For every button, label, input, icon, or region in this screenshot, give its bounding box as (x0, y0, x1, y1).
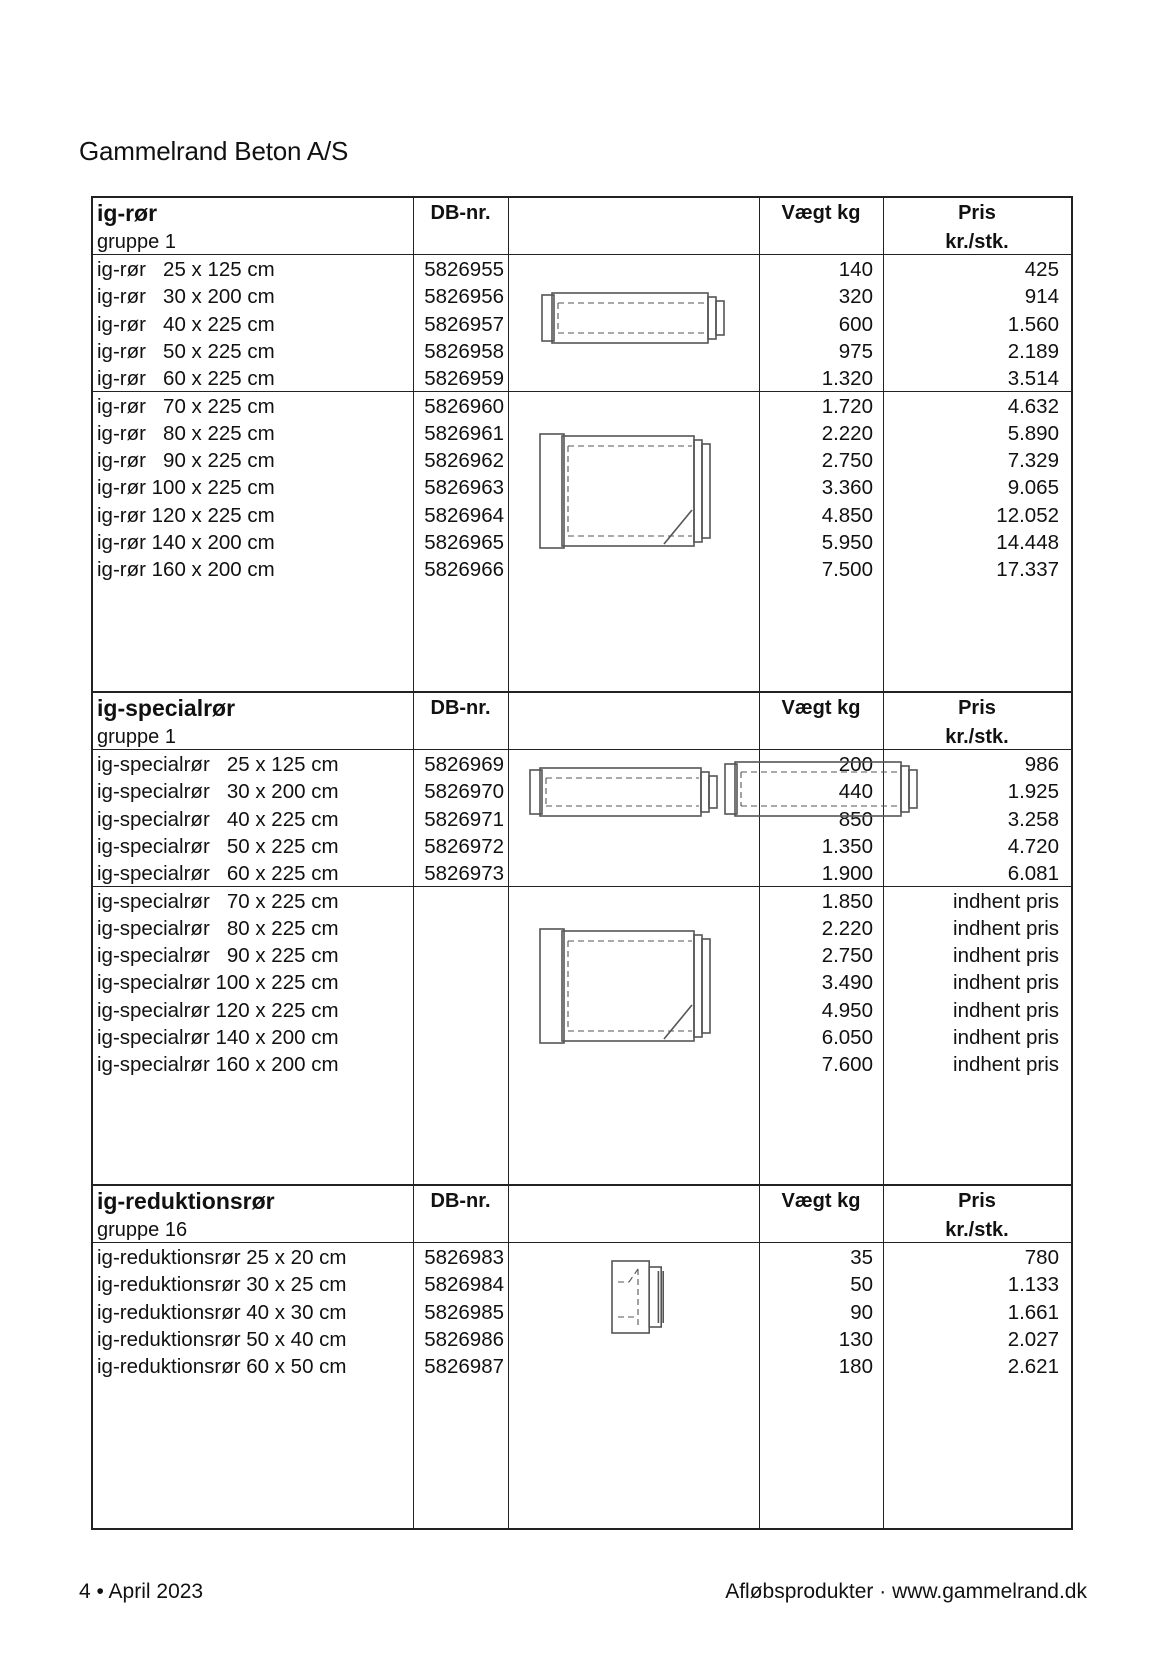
weight-value: 1.850 (821, 889, 873, 913)
db-number: 5826969 (424, 753, 504, 776)
price-value: indhent pris (953, 1053, 1059, 1077)
weight-value: 130 (838, 1327, 873, 1351)
price-value: 914 (1024, 285, 1059, 309)
price-value: indhent pris (953, 1026, 1059, 1049)
table-row (93, 555, 1071, 584)
table-row (93, 1298, 1071, 1327)
weight-value: 90 (850, 1300, 873, 1324)
column-header-price: Pris (958, 1190, 996, 1212)
product-name: ig-rør 25 x 125 cm (97, 258, 275, 281)
section-0 (93, 198, 1071, 691)
price-value: 3.258 (1007, 807, 1059, 831)
weight-value: 975 (838, 339, 873, 363)
db-number: 5826965 (424, 531, 504, 554)
section-group: gruppe 1 (97, 231, 176, 253)
section-1 (93, 691, 1071, 1184)
table-row (93, 887, 1071, 916)
price-value: 6.081 (1007, 862, 1059, 886)
product-name: ig-specialrør 50 x 225 cm (97, 834, 339, 858)
table-row (93, 255, 1071, 284)
weight-value: 1.320 (821, 367, 873, 391)
product-name: ig-rør 60 x 225 cm (97, 367, 275, 391)
column-header-db: DB-nr. (430, 697, 491, 719)
db-number: 5826973 (424, 862, 504, 886)
column-header-weight: Vægt kg (781, 1190, 861, 1212)
column-header-weight: Vægt kg (781, 697, 861, 719)
table-row (93, 832, 1071, 861)
weight-value: 5.950 (821, 531, 873, 554)
table-row (93, 1325, 1071, 1354)
product-name: ig-specialrør 40 x 225 cm (97, 807, 339, 831)
weight-value: 2.750 (821, 449, 873, 473)
db-number: 5826959 (424, 367, 504, 391)
db-number: 5826956 (424, 285, 504, 309)
section-title: ig-specialrør (97, 695, 236, 721)
price-value: 4.720 (1007, 834, 1059, 858)
column-header-price-unit: kr./stk. (945, 1219, 1009, 1241)
db-number: 5826962 (424, 449, 504, 473)
price-table (91, 196, 1073, 1530)
weight-value: 1.900 (821, 862, 873, 886)
price-value: indhent pris (953, 889, 1059, 913)
column-header-db: DB-nr. (430, 1190, 491, 1212)
product-name: ig-specialrør 80 x 225 cm (97, 916, 339, 940)
weight-value: 6.050 (821, 1026, 873, 1049)
weight-value: 7.600 (821, 1053, 873, 1077)
product-name: ig-reduktionsrør 30 x 25 cm (97, 1273, 347, 1297)
db-number: 5826955 (424, 258, 504, 281)
price-value: 1.560 (1007, 312, 1059, 336)
db-number: 5826972 (424, 834, 504, 858)
db-number: 5826966 (424, 558, 504, 582)
weight-value: 50 (850, 1273, 873, 1297)
weight-value: 4.850 (821, 503, 873, 527)
price-value: 425 (1024, 258, 1059, 281)
section-title: ig-rør (97, 200, 158, 226)
db-number: 5826971 (424, 807, 504, 831)
table-row (93, 1270, 1071, 1299)
price-value: 9.065 (1007, 476, 1059, 500)
column-header-price: Pris (958, 202, 996, 224)
section-group: gruppe 16 (97, 1219, 188, 1241)
weight-value: 4.950 (821, 998, 873, 1022)
db-number: 5826960 (424, 394, 504, 418)
price-value: indhent pris (953, 971, 1059, 995)
column-header-price: Pris (958, 697, 996, 719)
weight-value: 600 (838, 312, 873, 336)
product-name: ig-reduktionsrør 50 x 40 cm (97, 1327, 347, 1351)
table-row (93, 859, 1071, 888)
price-value: 2.189 (1007, 339, 1059, 363)
reduction-pipe-icon (608, 1257, 668, 1342)
product-name: ig-rør 160 x 200 cm (97, 558, 275, 582)
price-value: 1.925 (1007, 780, 1059, 804)
weight-value: 140 (838, 258, 873, 281)
table-row (93, 1352, 1071, 1381)
db-number: 5826984 (424, 1273, 504, 1297)
weight-value: 7.500 (821, 558, 873, 582)
db-number: 5826985 (424, 1300, 504, 1324)
section-2 (93, 1184, 1071, 1528)
straight-pipe-small-icon (540, 289, 730, 352)
product-name: ig-specialrør 70 x 225 cm (97, 889, 339, 913)
product-name: ig-rør 100 x 225 cm (97, 476, 275, 500)
weight-value: 440 (838, 780, 873, 804)
weight-value: 2.750 (821, 944, 873, 968)
product-name: ig-rør 140 x 200 cm (97, 531, 275, 554)
weight-value: 320 (838, 285, 873, 309)
price-value: 5.890 (1007, 421, 1059, 445)
weight-value: 200 (838, 753, 873, 776)
column-header-weight: Vægt kg (781, 202, 861, 224)
product-name: ig-specialrør 30 x 200 cm (97, 780, 339, 804)
price-value: 17.337 (996, 558, 1059, 582)
weight-value: 2.220 (821, 916, 873, 940)
product-name: ig-rør 90 x 225 cm (97, 449, 275, 473)
price-value: 14.448 (996, 531, 1059, 554)
db-number: 5826961 (424, 421, 504, 445)
price-value: 2.027 (1007, 1327, 1059, 1351)
price-value: 1.661 (1007, 1300, 1059, 1324)
product-name: ig-specialrør 120 x 225 cm (97, 998, 339, 1022)
product-name: ig-specialrør 160 x 200 cm (97, 1053, 339, 1077)
weight-value: 3.490 (821, 971, 873, 995)
special-pipe-small-icon (528, 754, 923, 825)
column-header-db: DB-nr. (430, 202, 491, 224)
db-number: 5826987 (424, 1355, 504, 1379)
table-row (93, 1243, 1071, 1272)
table-row (93, 1050, 1071, 1079)
product-name: ig-specialrør 140 x 200 cm (97, 1026, 339, 1049)
price-value: indhent pris (953, 944, 1059, 968)
product-name: ig-specialrør 100 x 225 cm (97, 971, 339, 995)
section-group: gruppe 1 (97, 726, 176, 748)
product-name: ig-rør 80 x 225 cm (97, 421, 275, 445)
db-number: 5826957 (424, 312, 504, 336)
footer-site: Afløbsprodukter · www.gammelrand.dk (725, 1580, 1087, 1603)
db-number: 5826963 (424, 476, 504, 500)
weight-value: 3.360 (821, 476, 873, 500)
table-row (93, 364, 1071, 393)
product-name: ig-reduktionsrør 40 x 30 cm (97, 1300, 347, 1324)
price-value: 3.514 (1007, 367, 1059, 391)
weight-value: 35 (850, 1246, 873, 1269)
db-number: 5826986 (424, 1327, 504, 1351)
column-header-price-unit: kr./stk. (945, 726, 1009, 748)
product-name: ig-specialrør 25 x 125 cm (97, 753, 339, 776)
weight-value: 2.220 (821, 421, 873, 445)
price-value: 780 (1024, 1246, 1059, 1269)
weight-value: 180 (838, 1355, 873, 1379)
db-number: 5826964 (424, 503, 504, 527)
column-header-price-unit: kr./stk. (945, 231, 1009, 253)
footer-page-date: 4 • April 2023 (79, 1580, 204, 1603)
product-name: ig-specialrør 90 x 225 cm (97, 944, 339, 968)
price-value: indhent pris (953, 998, 1059, 1022)
price-value: 1.133 (1007, 1273, 1059, 1297)
db-number: 5826958 (424, 339, 504, 363)
straight-pipe-large-icon (538, 432, 728, 555)
price-value: indhent pris (953, 916, 1059, 940)
special-pipe-large-icon (538, 927, 728, 1050)
product-name: ig-rør 40 x 225 cm (97, 312, 275, 336)
price-value: 2.621 (1007, 1355, 1059, 1379)
price-value: 986 (1024, 753, 1059, 776)
product-name: ig-rør 120 x 225 cm (97, 503, 275, 527)
weight-value: 850 (838, 807, 873, 831)
price-value: 4.632 (1007, 394, 1059, 418)
product-name: ig-specialrør 60 x 225 cm (97, 862, 339, 886)
product-name: ig-reduktionsrør 25 x 20 cm (97, 1246, 347, 1269)
weight-value: 1.720 (821, 394, 873, 418)
product-name: ig-rør 70 x 225 cm (97, 394, 275, 418)
section-title: ig-reduktionsrør (97, 1188, 275, 1214)
product-name: ig-rør 50 x 225 cm (97, 339, 275, 363)
table-row (93, 392, 1071, 421)
price-value: 12.052 (996, 503, 1059, 527)
product-name: ig-reduktionsrør 60 x 50 cm (97, 1355, 347, 1379)
weight-value: 1.350 (821, 834, 873, 858)
db-number: 5826983 (424, 1246, 504, 1269)
db-number: 5826970 (424, 780, 504, 804)
product-name: ig-rør 30 x 200 cm (97, 285, 275, 309)
price-value: 7.329 (1007, 449, 1059, 473)
page-title: Gammelrand Beton A/S (79, 136, 349, 166)
